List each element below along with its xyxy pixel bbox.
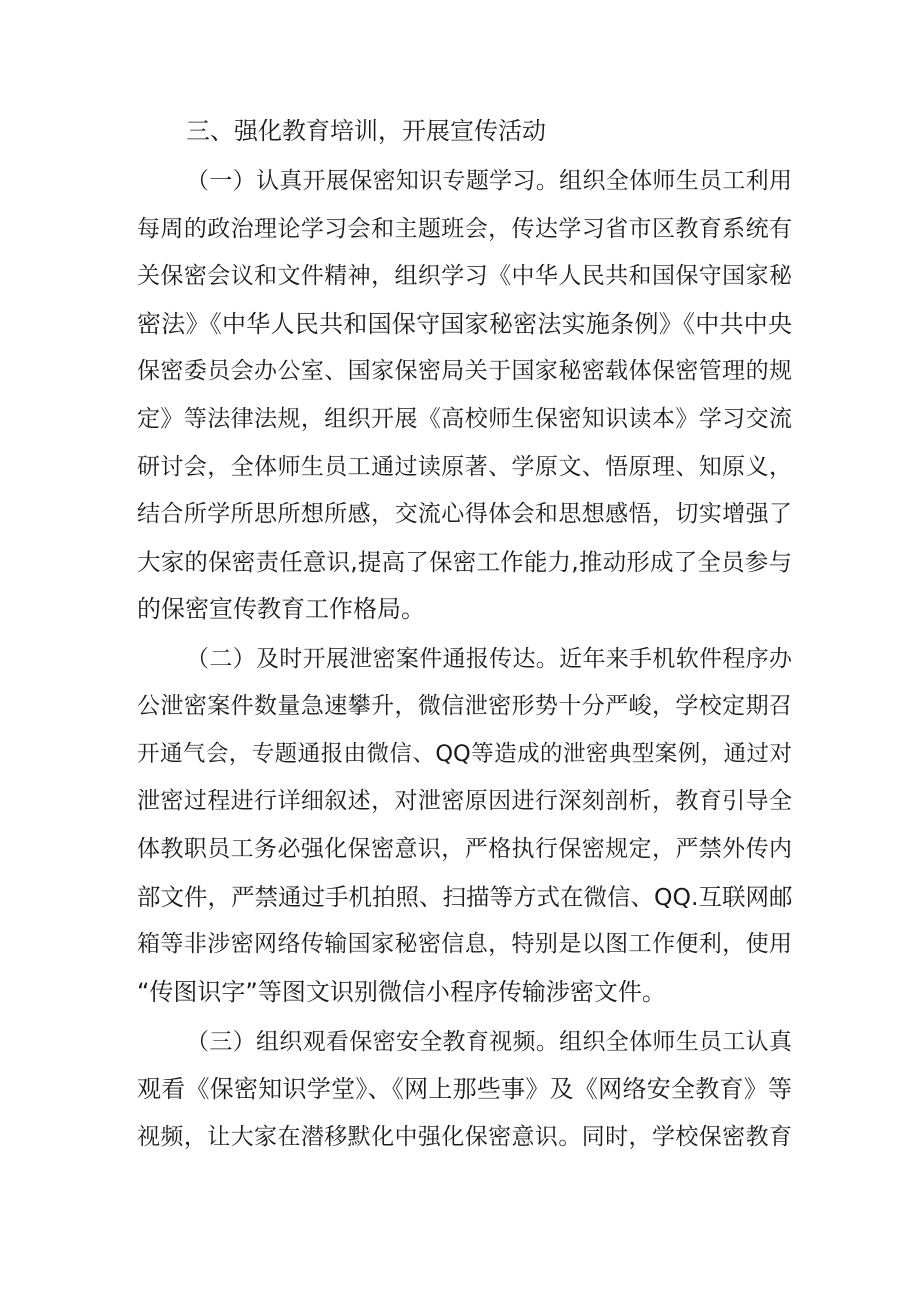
- paragraph-2-line-3: 开通气会，专题通报由微信、QQ等造成的泄密典型案例，通过对: [137, 741, 792, 767]
- paragraph-1-line-4: 密法》《中华人民共和国保守国家秘密法实施条例》《中共中央: [137, 310, 792, 338]
- paragraph-1-line-10: 的保密宣传教育工作格局。: [137, 595, 425, 623]
- paragraph-1-line-5: 保密委员会办公室、国家保密局关于国家秘密载体保密管理的规: [137, 358, 792, 384]
- paragraph-3-line-2: 观看《保密知识学堂》、《网上那些事》及《网络安全教育》等: [137, 1075, 792, 1103]
- paragraph-2-line-7: 箱等非涉密网络传输国家秘密信息，特别是以图工作便利，使用: [137, 931, 792, 957]
- paragraph-1-line-7: 研讨会，全体师生员工通过读原著、学原文、悟原理、知原义，: [137, 454, 792, 480]
- paragraph-2-line-2: 公泄密案件数量急速攀升，微信泄密形势十分严峻，学校定期召: [137, 693, 792, 719]
- paragraph-1-line-6: 定》等法律法规，组织开展《高校师生保密知识读本》学习交流: [137, 406, 792, 432]
- paragraph-1-line-3: 关保密会议和文件精神，组织学习《中华人民共和国保守国家秘: [137, 263, 792, 289]
- paragraph-2-line-6: 部文件，严禁通过手机拍照、扫描等方式在微信、QQ.互联网邮: [137, 883, 793, 911]
- paragraph-3-line-1: （三）组织观看保密安全教育视频。组织全体师生员工认真: [186, 1029, 792, 1055]
- paragraph-3-line-3: 视频，让大家在潜移默化中强化保密意识。同时，学校保密教育: [137, 1124, 792, 1150]
- paragraph-1-line-9: 大家的保密责任意识,提高了保密工作能力,推动形成了全员参与: [137, 548, 792, 576]
- paragraph-2-line-5: 体教职员工务必强化保密意识，严格执行保密规定，严禁外传内: [137, 836, 792, 862]
- paragraph-1-line-1: （一）认真开展保密知识专题学习。组织全体师生员工利用: [186, 168, 792, 194]
- paragraph-1-line-8: 结合所学所思所想所感，交流心得体会和思想感悟，切实增强了: [137, 501, 792, 527]
- paragraph-2-line-8: “传图识字”等图文识别微信小程序传输涉密文件。: [137, 978, 666, 1006]
- paragraph-2-line-1: （二）及时开展泄密案件通报传达。近年来手机软件程序办: [186, 646, 792, 672]
- paragraph-1-line-2: 每周的政治理论学习会和主题班会，传达学习省市区教育系统有: [137, 216, 792, 242]
- paragraph-2-line-4: 泄密过程进行详细叙述，对泄密原因进行深刻剖析，教育引导全: [137, 788, 792, 814]
- section-heading: 三、强化教育培训，开展宣传活动: [186, 117, 546, 145]
